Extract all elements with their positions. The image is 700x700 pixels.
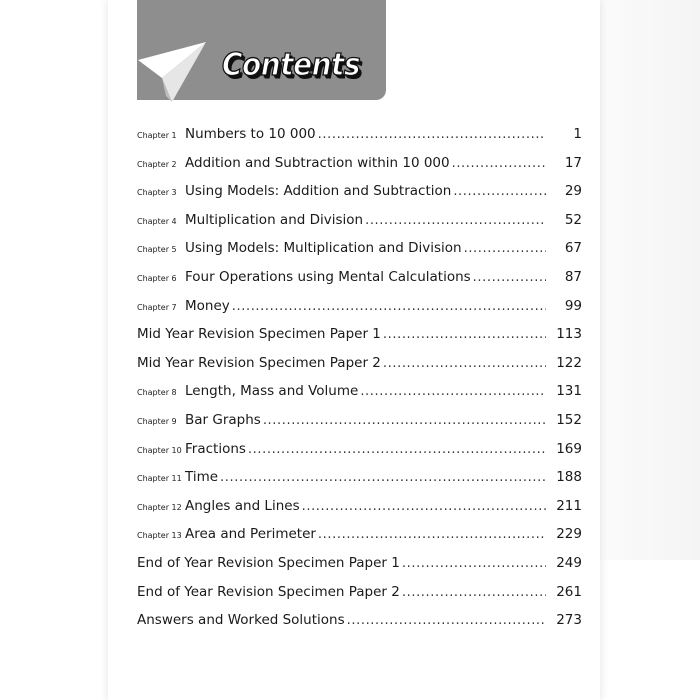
toc-row [137, 383, 582, 412]
dot-leader [402, 585, 546, 600]
dot-leader [318, 527, 546, 542]
toc-entry-title: Using Models: Addition and Subtraction [185, 183, 452, 200]
toc-row [137, 326, 582, 355]
toc-row [137, 612, 582, 641]
toc-page-number: 152 [556, 411, 582, 428]
dot-leader [383, 356, 546, 371]
toc-entry-title: Fractions [185, 440, 246, 457]
toc-entry-title: Answers and Worked Solutions [137, 612, 345, 629]
toc-row [137, 269, 582, 298]
toc-row [137, 126, 582, 155]
toc-entry-title: Money [185, 297, 230, 314]
chapter-label: Chapter 6 [137, 273, 177, 283]
dot-leader [263, 413, 546, 428]
chapter-label: Chapter 12 [137, 502, 182, 512]
toc-entry-title: Addition and Subtraction within 10 000 [185, 154, 450, 171]
background-page [600, 0, 700, 560]
toc-page-number: 1 [573, 126, 582, 142]
toc-entry-title: Area and Perimeter [185, 526, 316, 543]
chapter-label: Chapter 8 [137, 388, 177, 398]
toc-row [137, 155, 582, 184]
toc-row [137, 441, 582, 470]
toc-entry-title: Length, Mass and Volume [185, 383, 359, 400]
toc-page-number: 211 [556, 497, 582, 514]
toc-page-number: 17 [564, 154, 582, 171]
chapter-label: Chapter 2 [137, 159, 177, 169]
toc-page-number: 261 [556, 583, 582, 600]
toc-row [137, 498, 582, 527]
dot-leader [220, 470, 546, 485]
toc-row [137, 412, 582, 441]
toc-entry-title: Using Models: Multiplication and Division [185, 240, 462, 257]
toc-entry-title: Mid Year Revision Specimen Paper 2 [137, 354, 381, 371]
toc-row [137, 555, 582, 584]
toc-page-number: 67 [564, 240, 582, 257]
toc-entry-title: End of Year Revision Specimen Paper 1 [137, 554, 400, 571]
toc-page-number: 188 [556, 469, 582, 486]
toc-page-number: 273 [556, 612, 582, 629]
dot-leader [383, 327, 546, 342]
toc-entry-title: Four Operations using Mental Calculations [185, 268, 471, 285]
toc-page-number: 113 [556, 326, 582, 343]
toc-row [137, 469, 582, 498]
toc-row [137, 526, 582, 555]
dot-leader [360, 384, 546, 399]
toc-entry-title: Mid Year Revision Specimen Paper 1 [137, 326, 381, 343]
toc-page-number: 52 [564, 211, 582, 228]
toc-row [137, 183, 582, 212]
chapter-label: Chapter 4 [137, 216, 177, 226]
dot-leader [248, 442, 546, 457]
toc-entry-title: End of Year Revision Specimen Paper 2 [137, 583, 400, 600]
toc-page-number: 29 [564, 183, 582, 200]
toc-page-number: 131 [556, 383, 582, 400]
chapter-label: Chapter 9 [137, 416, 177, 426]
dot-leader [453, 184, 546, 199]
toc-page-number: 249 [556, 554, 582, 571]
chapter-label: Chapter 5 [137, 245, 177, 255]
toc-entry-title: Numbers to 10 000 [185, 126, 316, 142]
table-of-contents [137, 126, 582, 641]
toc-page-number: 99 [564, 297, 582, 314]
dot-leader [318, 127, 546, 142]
dot-leader [232, 299, 546, 314]
toc-entry-title: Time [185, 469, 219, 486]
dot-leader [402, 556, 546, 571]
chapter-label: Chapter 10 [137, 445, 182, 455]
toc-row [137, 240, 582, 269]
dot-leader [347, 613, 546, 628]
toc-row [137, 212, 582, 241]
page-title: Contents [222, 46, 361, 83]
toc-entry-title: Bar Graphs [185, 411, 261, 428]
toc-page-number: 169 [556, 440, 582, 457]
toc-page-number: 87 [564, 268, 582, 285]
toc-row [137, 298, 582, 327]
toc-page-number: 229 [556, 526, 582, 543]
toc-page-number: 122 [556, 354, 582, 371]
chapter-label: Chapter 11 [137, 474, 182, 484]
toc-entry-title: Multiplication and Division [185, 211, 364, 228]
chapter-label: Chapter 1 [137, 131, 177, 140]
toc-row [137, 584, 582, 613]
toc-entry-title: Angles and Lines [185, 497, 300, 514]
dot-leader [452, 156, 546, 171]
chapter-label: Chapter 13 [137, 531, 182, 541]
paper-plane-icon [136, 38, 208, 104]
toc-row [137, 355, 582, 384]
dot-leader [464, 241, 546, 256]
chapter-label: Chapter 7 [137, 302, 177, 312]
chapter-label: Chapter 3 [137, 188, 177, 198]
dot-leader [302, 499, 546, 514]
dot-leader [473, 270, 546, 285]
dot-leader [365, 213, 546, 228]
